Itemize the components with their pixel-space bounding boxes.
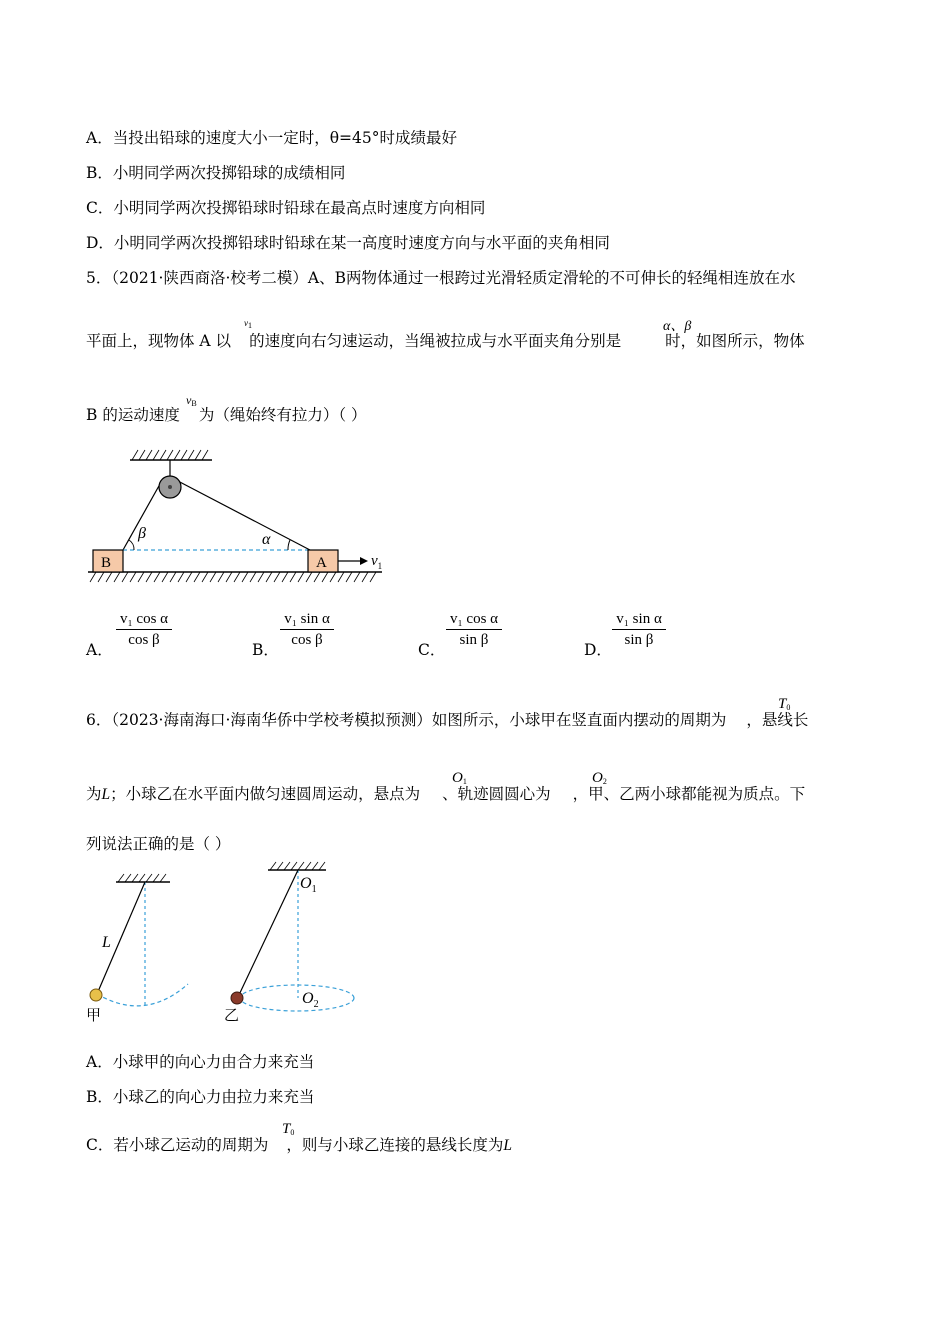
q5-option-a-label: A． [86,641,113,659]
ball-yi [231,992,243,1004]
q6-stem-line3: 列说法正确的是（ ） [86,835,231,853]
q5-line2-part1: 平面上，现物体 A 以 [86,332,232,350]
q6-option-c [86,1135,512,1156]
q6-pendulum-figure [80,860,370,1030]
block-b-label: B [101,555,112,571]
q4-option-d: D．小明同学两次投掷铅球时铅球在某一高度时速度方向与水平面的夹角相同 [86,234,610,252]
q5-option-a-numerator: v₁ cos α [116,611,172,630]
label-yi: 乙 [224,1008,240,1024]
q5-option-d-fraction [612,611,666,649]
q5-option-d-denominator: sin β [624,632,654,648]
q5-pulley-figure [84,446,394,586]
q6-option-c-part2: ，则与小球乙连接的悬线长度为 [286,1136,504,1154]
q5-option-b-denominator: cos β [291,632,323,648]
angle-beta-label: β [138,525,146,542]
q6-line1-part1: 6．（2023·海南海口·海南华侨中学校考模拟预测）如图所示，小球甲在竖直面内摆动的周期为 [86,711,727,729]
q6-stem-line1 [86,710,808,730]
q5-option-d-label: D． [584,641,612,659]
q5-line3-part1: B 的运动速度 [86,406,180,424]
q6-symbol-O2: $O_2$ [592,770,607,786]
q6-option-a: A．小球甲的向心力由合力来充当 [86,1053,315,1071]
label-jia: 甲 [86,1008,102,1024]
q6-line2-L: L [101,786,111,803]
q5-symbol-vB: $v_B$ [186,393,197,408]
q5-symbol-alpha-beta: α、β [663,319,692,334]
q5-option-b-numerator: v₁ sin α [280,611,334,630]
block-a-label: A [316,555,327,571]
q5-option-b-fraction [280,611,334,649]
q4-option-a: A．当投出铅球的速度大小一定时，θ=45°时成绩最好 [86,129,457,147]
q6-symbol-T0: $T_0$ [778,696,791,712]
q5-option-c-fraction [446,611,502,649]
q6-line2-part2: ；小球乙在水平面内做匀速圆周运动，悬点为 [110,785,421,803]
q5-option-c-numerator: v₁ cos α [446,611,502,630]
q6-line2-part3: 、轨迹圆圆心为 [442,785,551,803]
q5-option-a-denominator: cos β [128,632,160,648]
q6-line2-part4: ，甲、乙两小球都能视为质点。下 [572,785,806,803]
q6-line1-part2: ，悬线长 [746,711,809,729]
label-O1: $O_1$ [300,875,317,895]
q6-option-c-symbol-T0: $T_0$ [282,1121,295,1137]
q5-line3-part2: 为（绳始终有拉力）（ ） [198,406,367,424]
q5-option-b-label: B． [252,641,279,659]
q4-option-c: C．小明同学两次投掷铅球时铅球在最高点时速度方向相同 [86,199,486,217]
q4-option-b: B．小明同学两次投掷铅球的成绩相同 [86,164,346,182]
q5-option-c-label: C． [418,641,446,659]
q5-option-c-denominator: sin β [459,632,489,648]
q6-symbol-O1: $O_1$ [452,770,467,786]
angle-alpha-label: α [262,531,271,548]
q5-stem-line2 [86,331,805,351]
q5-stem-line1: 5．（2021·陕西商洛·校考二模）A、B两物体通过一根跨过光滑轻质定滑轮的不可伸长的轻绳相连放在水 [86,269,796,287]
q5-line2-part3: 时，如图所示，物体 [665,332,805,350]
q6-option-c-part1: C．若小球乙运动的周期为 [86,1136,269,1154]
label-O2: $O_2$ [302,990,319,1010]
q6-line2-part1: 为 [86,785,102,803]
q5-option-a-fraction [116,611,172,649]
q5-option-d-numerator: v₁ sin α [612,611,666,630]
velocity-label: $v_1$ [371,553,383,571]
label-L: L [102,934,111,951]
ball-jia [90,989,102,1001]
q6-option-c-L: L [503,1137,513,1154]
q5-line2-part2: 的速度向右匀速运动，当绳被拉成与水平面夹角分别是 [249,332,622,350]
q6-stem-line2 [86,784,805,805]
q5-stem-line3 [86,405,367,425]
q6-option-b: B．小球乙的向心力由拉力来充当 [86,1088,315,1106]
q5-symbol-v1: v1 [244,318,252,330]
